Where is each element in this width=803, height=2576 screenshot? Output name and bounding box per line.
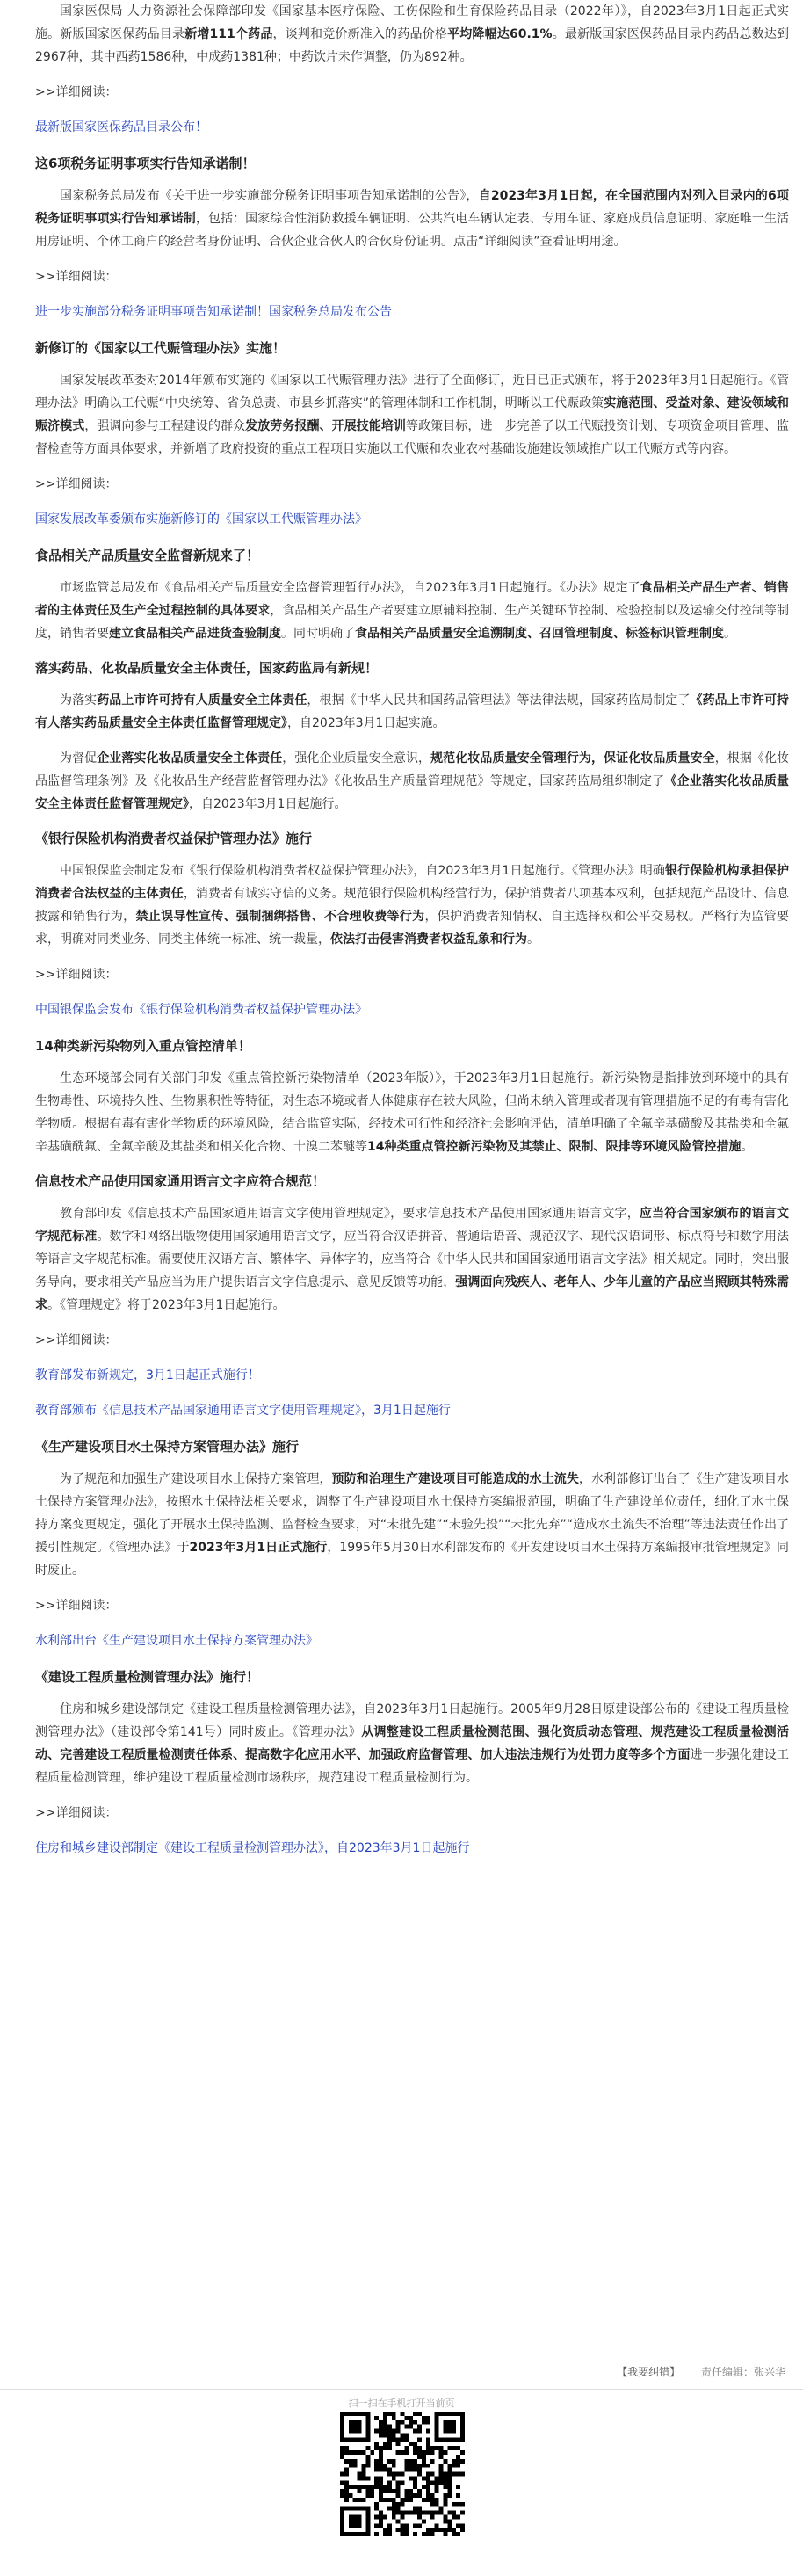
related-article-link[interactable]: 教育部颁布《信息技术产品国家通用语言文字使用管理规定》，3月1日起施行	[35, 1404, 451, 1418]
section-paragraph	[35, 185, 789, 253]
emphasis-text: 应当符合国家颁布的语言文字规范标准	[35, 1207, 790, 1244]
related-article-link[interactable]: 住房和城乡建设部制定《建设工程质量检测管理办法》，自2023年3月1日起施行	[35, 1841, 470, 1855]
news-section	[35, 153, 789, 322]
body-text: 中国银保监会制定发布《银行保险机构消费者权益保护管理办法》，自2023年3月1日起施行。《管理办法》明确	[60, 864, 665, 878]
emphasis-text: 药品上市许可持有人质量安全主体责任	[97, 693, 307, 707]
news-section	[35, 1171, 789, 1420]
body-text: 为督促	[60, 751, 98, 766]
body-text: 生态环境部会同有关部门印发《重点管控新污染物清单（2023年版）》，于2023年3月1日起施行。新污染物是指排放到环境中的具有生物毒性、环境持久性、生物累积性等特征，对生态环境或者人体健康存在较大风险，但尚未纳入管理或者现有管理措施不足的有毒有害化学物质。根据有毒有害化学物质的环境风险，结合监管实际，经技术可行性和经济社会影响评估，清单明确了全氟辛基磺酸及其盐类和全氟辛基磺酰氟、全氟辛酸及其盐类和相关化合物、十溴二苯醚等	[35, 1071, 789, 1154]
emphasis-text: 14种类重点管控新污染物及其禁止、限制、限排等环境风险管控措施	[367, 1140, 742, 1154]
emphasis-text: 《药品上市许可持有人落实药品质量安全主体责任监督管理规定》	[35, 693, 790, 730]
body-text: ，保护消费者知情权、自主选择权和公平交易权。严格行为监管要求，明确对同类业务、同类主体统一标准、统一裁量，	[35, 910, 790, 947]
body-text: 国家税务总局发布《关于进一步实施部分税务证明事项告知承诺制的公告》，	[60, 189, 479, 203]
news-section	[35, 1436, 789, 1651]
footer-divider	[0, 2389, 803, 2390]
body-text: 为了规范和加强生产建设项目水土保持方案管理，	[60, 1472, 332, 1486]
section-title: 《银行保险机构消费者权益保护管理办法》施行	[35, 831, 313, 846]
body-text: ，谈判和竞价新准入的药品价格	[272, 27, 448, 41]
section-title: 《生产建设项目水土保持方案管理办法》施行	[35, 1439, 300, 1455]
qr-caption: 扫一扫在手机打开当前页	[348, 2398, 455, 2409]
body-text: 教育部印发《信息技术产品国家通用语言文字使用管理规定》，要求信息技术产品使用国家通用语言文字，	[60, 1207, 640, 1221]
read-more-label: >>详细阅读：	[35, 85, 118, 99]
read-more-label: >>详细阅读：	[35, 1599, 118, 1613]
body-text: 。	[724, 627, 736, 641]
section-paragraph	[35, 1067, 789, 1158]
section-paragraph	[35, 860, 789, 951]
section-title: 落实药品、化妆品质量安全主体责任，国家药监局有新规！	[35, 660, 379, 676]
emphasis-text: 食品相关产品生产者、销售者的主体责任及生产全过程控制的具体要求	[35, 581, 789, 618]
section-title: 食品相关产品质量安全监督新规来了！	[35, 548, 260, 563]
emphasis-text: 食品相关产品质量安全追溯制度、召回管理制度、标签标识管理制度	[355, 627, 724, 641]
body-text: 。同时明确了	[281, 627, 355, 641]
related-article-link[interactable]: 水利部出台《生产建设项目水土保持方案管理办法》	[35, 1634, 318, 1648]
body-text: 国家医保局 人力资源社会保障部印发《国家基本医疗保险、工伤保险和生育保险药品目录（2022年）》，自2023年3月1日起正式实施。新版国家医保药品目录	[35, 4, 789, 41]
emphasis-text: 实施范围、受益对象、建设领域和赈济模式	[35, 396, 789, 433]
body-text: 住房和城乡建设部制定《建设工程质量检测管理办法》，自2023年3月1日起施行。2005年9月28日原建设部公布的《建设工程质量检测管理办法》（建设部令第141号）同时废止。《管理办法》	[35, 1702, 789, 1739]
read-more-label: >>详细阅读：	[35, 477, 118, 491]
section-paragraph	[35, 747, 789, 816]
emphasis-text: 新增111个药品	[184, 27, 273, 41]
section-title: 14种类新污染物列入重点管控清单！	[35, 1038, 251, 1054]
section-title: 这6项税务证明事项实行告知承诺制！	[35, 156, 256, 171]
report-error-link[interactable]: 【我要纠错】	[617, 2366, 681, 2378]
body-text: ，自2023年3月1日起施行。	[189, 797, 347, 811]
section-paragraph	[35, 1202, 789, 1317]
emphasis-text: 《企业落实化妆品质量安全主体责任监督管理规定》	[35, 774, 790, 811]
section-paragraph	[35, 577, 789, 645]
body-text: 。《管理规定》将于2023年3月1日起施行。	[47, 1298, 286, 1312]
news-section	[35, 1035, 789, 1158]
related-article-link[interactable]: 国家发展改革委颁布实施新修订的《国家以工代赈管理办法》	[35, 512, 367, 526]
emphasis-text: 规范化妆品质量安全管理行为，保证化妆品质量安全	[430, 751, 715, 766]
body-text: 等政策目标，进一步完善了以工代赈投资计划、专项资金项目管理、监督检查等方面具体要求，并新增了政府投资的重点工程项目实施以工代赈和农业农村基础设施建设领域推广以工代赈方式等内容。	[35, 419, 790, 456]
emphasis-text: 自2023年3月1日起，在全国范围内对列入目录内的6项税务证明事项实行告知承诺制	[35, 189, 789, 226]
emphasis-text: 从调整建设工程质量检测范围、强化资质动态管理、规范建设工程质量检测活动、完善建设工程质量检测责任体系、提高数字化应用水平、加强政府监督管理、加大违法违规行为处罚力度等多个方面	[35, 1725, 789, 1762]
body-text: 。最新版国家医保药品目录内药品总数达到2967种，其中西药1586种，中成药1381种；中药饮片未作调整，仍为892种。	[35, 27, 790, 64]
related-article-link[interactable]: 中国银保监会发布《银行保险机构消费者权益保护管理办法》	[35, 1003, 367, 1017]
section-paragraph	[35, 1698, 789, 1789]
news-section	[35, 657, 789, 816]
news-section	[35, 828, 789, 1020]
emphasis-text: 禁止误导性宣传、强制捆绑搭售、不合理收费等行为	[135, 910, 425, 924]
emphasis-text: 企业落实化妆品质量安全主体责任	[97, 751, 283, 766]
emphasis-text: 预防和治理生产建设项目可能造成的水土流失	[331, 1472, 579, 1486]
read-more-label: >>详细阅读：	[35, 1806, 118, 1820]
section-paragraph	[35, 0, 789, 69]
qr-code-icon	[340, 2412, 465, 2536]
body-text: ，强调向参与工程建设的群众	[84, 419, 246, 433]
news-section	[35, 337, 789, 529]
read-more-label: >>详细阅读：	[35, 1333, 118, 1347]
emphasis-text: 强调面向残疾人、老年人、少年儿童的产品应当照顾其特殊需求	[35, 1275, 789, 1312]
section-paragraph	[35, 369, 789, 461]
body-text: ，自2023年3月1日起实施。	[287, 716, 445, 730]
body-text: 为落实	[60, 693, 98, 707]
article-body	[35, 0, 789, 1874]
body-text: ，水利部修订出台了《生产建设项目水土保持方案管理办法》，按照水土保持法相关要求，调整了生产建设项目水土保持方案编报范围，明确了生产建设单位责任，细化了水土保持方案变更规定，强化了开展水土保持监测、监督检查要求，对“未批先建”“未验先投”“未批先弃”“造成水土流失不治理”等违法责任作出了援引性规定。《管理办法》于	[35, 1472, 790, 1555]
body-text: ，消费者有诚实守信的义务。规范银行保险机构经营行为，保护消费者八项基本权利，包括规范产品设计、信息披露和销售行为，	[35, 887, 790, 924]
section-paragraph	[35, 689, 789, 735]
body-text: ，根据《化妆品监督管理条例》及《化妆品生产经营监督管理办法》《化妆品生产质量管理规范》等规定，国家药监局组织制定了	[35, 751, 790, 788]
body-text: 。	[527, 932, 539, 947]
read-more-label: >>详细阅读：	[35, 270, 118, 284]
news-section	[35, 1666, 789, 1858]
emphasis-text: 2023年3月1日正式施行	[189, 1541, 328, 1555]
emphasis-text: 建立食品相关产品进货查验制度	[109, 627, 281, 641]
section-paragraph	[35, 1468, 789, 1582]
news-section	[35, 0, 789, 137]
body-text: ，根据《中华人民共和国药品管理法》等法律法规，国家药监局制定了	[307, 693, 691, 707]
emphasis-text: 发放劳务报酬、开展技能培训	[245, 419, 407, 433]
related-article-link[interactable]: 进一步实施部分税务证明事项告知承诺制！国家税务总局发布公告	[35, 305, 392, 319]
body-text: 。	[741, 1140, 754, 1154]
body-text: 进一步强化建设工程质量检测管理，维护建设工程质量检测市场秩序，规范建设工程质量检测行为。	[35, 1748, 789, 1785]
body-text: ，强化企业质量安全意识，	[282, 751, 431, 766]
section-title: 新修订的《国家以工代赈管理办法》实施！	[35, 340, 286, 356]
editor-label: 责任编辑：	[700, 2366, 754, 2378]
news-section	[35, 545, 789, 645]
footer-meta	[617, 2364, 785, 2379]
body-text: ，食品相关产品生产者要建立原辅料控制、生产关键环节控制、检验控制以及运输交付控制等制度，销售者要	[35, 604, 789, 641]
body-text: ，1995年5月30日水利部发布的《开发建设项目水土保持方案编报审批管理规定》同时废止。	[35, 1541, 789, 1578]
related-article-link[interactable]: 最新版国家医保药品目录公布！	[35, 120, 207, 134]
editor-name: 张兴华	[753, 2366, 785, 2378]
related-article-link[interactable]: 教育部发布新规定，3月1日起正式施行！	[35, 1368, 260, 1382]
body-text: ，包括：国家综合性消防救援车辆证明、公共汽电车辆认定表、专用车证、家庭成员信息证明、家庭唯一生活用房证明、个体工商户的经营者身份证明、合伙企业合伙人的合伙身份证明。点击“详细阅读”查看证明用途。	[35, 212, 790, 249]
body-text: 。数字和网络出版物使用国家通用语言文字，应当符合汉语拼音、普通话语音、规范汉字、现代汉语词形、标点符号和数字用法等语言文字规范标准。需要使用汉语方言、繁体字、异体字的，应当符合《中华人民共和国国家通用语言文字法》相关规定。同时，突出服务导向，要求相关产品应当为用户提供语言文字信息提示、意见反馈等功能，	[35, 1230, 790, 1289]
section-title: 信息技术产品使用国家通用语言文字应符合规范！	[35, 1173, 326, 1189]
body-text: 国家发展改革委对2014年颁布实施的《国家以工代赈管理办法》进行了全面修订，近日已正式颁布，将于2023年3月1日起施行。《管理办法》明确以工代赈“中央统筹、省负总责、市县乡抓落实”的管理体制和工作机制，明晰以工代赈政策	[35, 374, 789, 410]
emphasis-text: 依法打击侵害消费者权益乱象和行为	[330, 932, 527, 947]
read-more-label: >>详细阅读：	[35, 968, 118, 982]
emphasis-text: 银行保险机构承担保护消费者合法权益的主体责任	[35, 864, 790, 901]
section-title: 《建设工程质量检测管理办法》施行！	[35, 1669, 260, 1685]
body-text: 市场监管总局发布《食品相关产品质量安全监督管理暂行办法》，自2023年3月1日起施行。《办法》规定了	[60, 581, 640, 595]
emphasis-text: 平均降幅达60.1%	[447, 27, 553, 41]
